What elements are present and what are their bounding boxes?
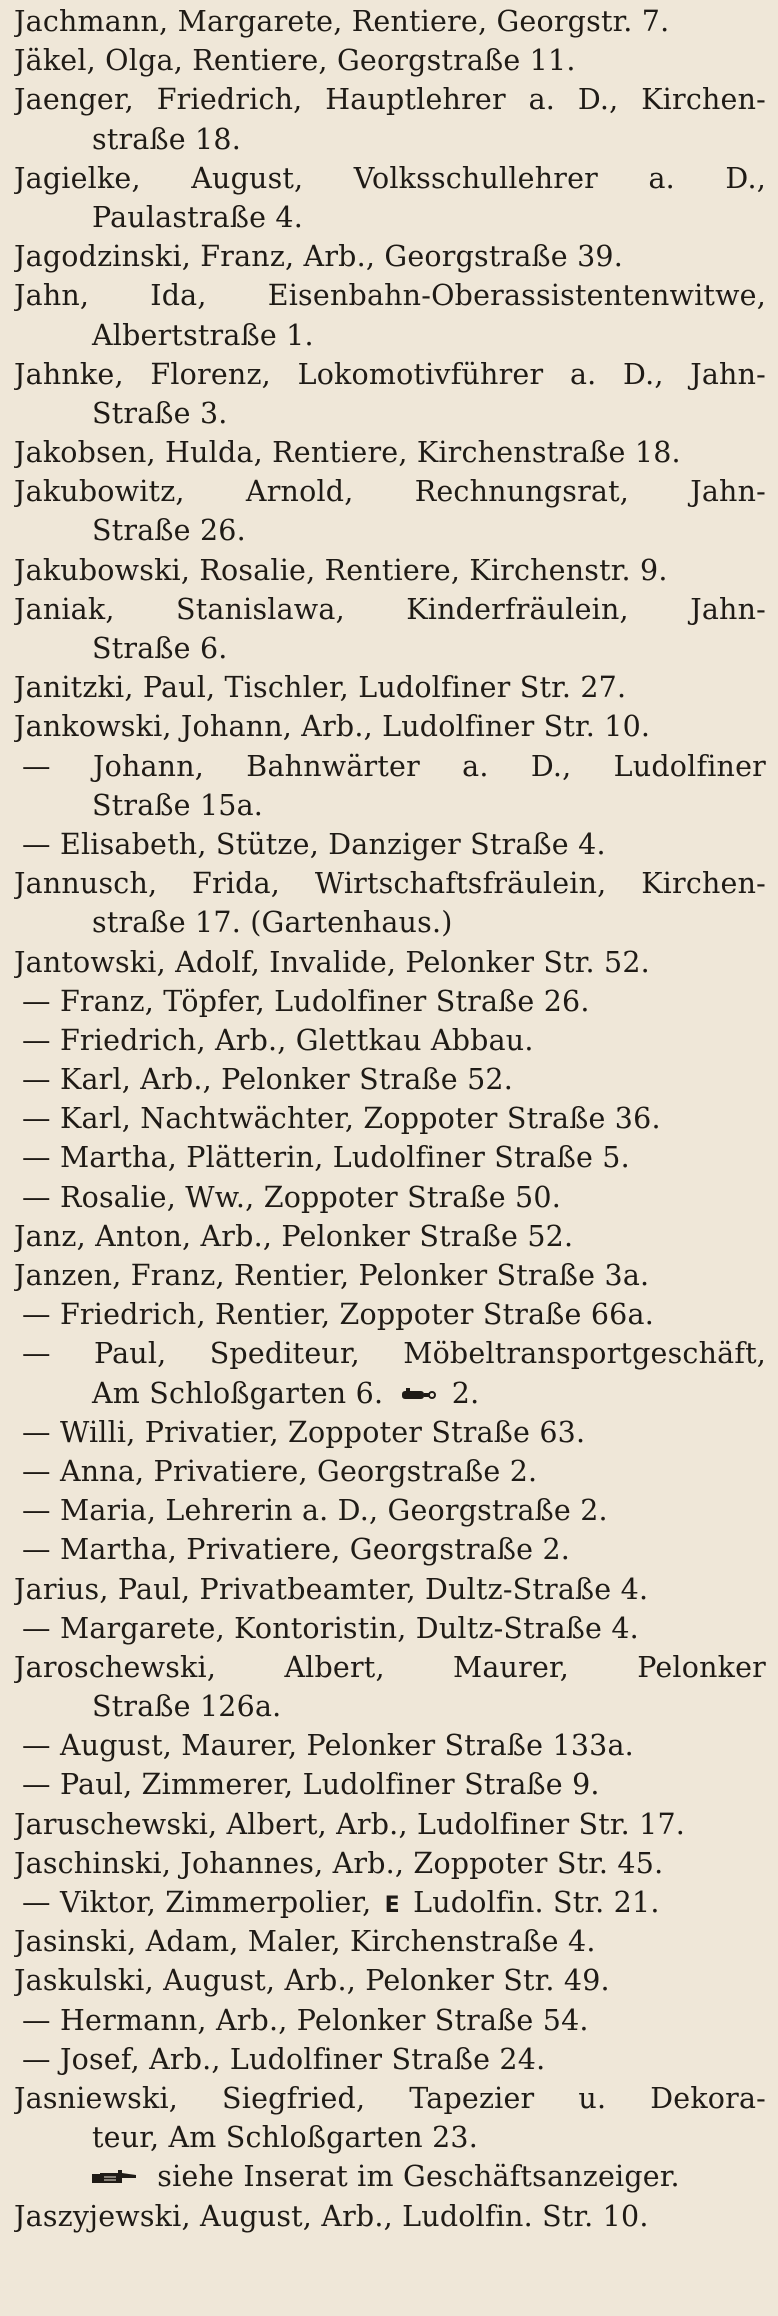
entry-line: — Friedrich, Arb., Glettkau Abbau. [22,1023,534,1057]
list-item [14,41,766,80]
entry-continuation: Albertstraße 1. [92,318,314,352]
list-item [14,1922,766,1961]
entry-line: Jasinski, Adam, Maler, Kirchenstraße 4. [14,1925,596,1959]
list-item [14,1295,766,1334]
entry-line: Jagodzinski, Franz, Arb., Georgstraße 39. [14,240,624,274]
entry-continuation: Straße 26. [92,514,246,548]
entry-line: Jannusch, Frida, Wirtschaftsfräulein, Kirchen- [14,867,766,901]
list-item [14,2040,766,2079]
list-item [14,433,766,472]
entry-line: Jahn, Ida, Eisenbahn-Oberassistentenwitwe, [14,279,766,313]
list-item [14,590,766,668]
entry-continuation: teur, Am Schloßgarten 23. [92,2121,479,2155]
telephone-icon [400,1375,436,1412]
list-item [14,1491,766,1530]
list-item [14,1883,766,1922]
list-item [14,355,766,433]
advertisement-note [14,2157,766,2196]
entry-line: — Karl, Nachtwächter, Zoppoter Straße 36. [22,1102,661,1136]
entry-line [14,1883,766,1922]
entry-line: Jaenger, Friedrich, Hauptlehrer a. D., Kirchen- [14,83,766,117]
list-item [14,1570,766,1609]
list-item [14,2197,766,2236]
list-item [14,1138,766,1177]
list-item [14,551,766,590]
entry-line: — Josef, Arb., Ludolfiner Straße 24. [22,2042,546,2076]
entry-address: Ludolfin. Str. 21. [413,1886,660,1919]
entry-line: — Margarete, Kontoristin, Dultz-Straße 4. [22,1611,639,1645]
pointing-hand-icon [92,2159,138,2196]
entry-line: — Rosalie, Ww., Zoppoter Straße 50. [22,1180,561,1214]
list-item [14,2001,766,2040]
list-item [14,1021,766,1060]
entry-line: Jaruschewski, Albert, Arb., Ludolfiner Str. 17. [14,1807,686,1841]
list-item [14,1452,766,1491]
entry-line: — Anna, Privatiere, Georgstraße 2. [22,1454,538,1488]
list-item [14,747,766,825]
list-item [14,1648,766,1726]
list-item [14,80,766,158]
entry-line: Jagielke, August, Volksschullehrer a. D., [14,161,766,195]
entry-line: — Johann, Bahnwärter a. D., Ludolfiner [22,749,766,783]
entry-line: — Elisabeth, Stütze, Danziger Straße 4. [22,827,606,861]
entry-line: Jaroschewski, Albert, Maurer, Pelonker [14,1650,766,1684]
entry-address: Am Schloßgarten 6. [92,1376,384,1410]
entry-line: Jaskulski, August, Arb., Pelonker Str. 49. [14,1964,610,1998]
list-item [14,825,766,864]
list-item [14,1217,766,1256]
list-item [14,982,766,1021]
entry-line: Janitzki, Paul, Tischler, Ludolfiner Str. 27. [14,671,627,705]
list-item [14,943,766,982]
directory-entries [14,2,766,2236]
entry-line: — Maria, Lehrerin a. D., Georgstraße 2. [22,1494,608,1528]
entry-line: Janz, Anton, Arb., Pelonker Straße 52. [14,1219,574,1253]
entry-continuation: straße 17. (Gartenhaus.) [92,906,453,940]
entry-line: — Martha, Plätterin, Ludolfiner Straße 5. [22,1141,630,1175]
entry-line: Jakobsen, Hulda, Rentiere, Kirchenstraße 18. [14,436,681,470]
list-item [14,1334,766,1412]
entry-line: Janiak, Stanislawa, Kinderfräulein, Jahn- [14,592,766,626]
list-item [14,276,766,354]
telephone-number: 2. [451,1376,480,1410]
list-item [14,1178,766,1217]
list-item [14,1530,766,1569]
entry-line: — Friedrich, Rentier, Zoppoter Straße 66a. [22,1298,654,1332]
entry-line: Jahnke, Florenz, Lokomotivführer a. D., Jahn- [14,357,766,391]
list-item [14,1961,766,2000]
entry-continuation [14,1374,766,1413]
list-item [14,707,766,746]
list-item [14,864,766,942]
list-item [14,159,766,237]
entry-line: Jaschinski, Johannes, Arb., Zoppoter Str. 45. [14,1846,664,1880]
advertisement-text: siehe Inserat im Geschäftsanzeiger. [157,2160,680,2194]
entry-line: Jarius, Paul, Privatbeamter, Dultz-Straße 4. [14,1572,649,1606]
entry-line: Jakubowitz, Arnold, Rechnungsrat, Jahn- [14,475,766,509]
entry-line: Jaszyjewski, August, Arb., Ludolfin. Str. 10. [14,2199,649,2233]
entry-line: — Hermann, Arb., Pelonker Straße 54. [22,2003,589,2037]
entry-line: — Franz, Töpfer, Ludolfiner Straße 26. [22,984,590,1018]
entry-line: Jasniewski, Siegfried, Tapezier u. Dekora- [14,2081,766,2115]
entry-line: Jankowski, Johann, Arb., Ludolfiner Str. 10. [14,710,651,744]
list-item [14,1413,766,1452]
entry-continuation: Straße 15a. [92,788,264,822]
list-item [14,1060,766,1099]
list-item [14,2,766,41]
entry-continuation: Straße 126a. [92,1690,282,1724]
entry-line: — August, Maurer, Pelonker Straße 133a. [22,1729,634,1763]
list-item [14,1844,766,1883]
entry-continuation: Straße 3. [92,396,228,430]
entry-line: Jakubowski, Rosalie, Rentiere, Kirchenstr. 9. [14,553,668,587]
list-item [14,2079,766,2197]
list-item [14,237,766,276]
entry-line: Janzen, Franz, Rentier, Pelonker Straße 3a. [14,1259,650,1292]
list-item [14,1609,766,1648]
list-item [14,668,766,707]
entry-line: — Paul, Zimmerer, Ludolfiner Straße 9. [22,1768,600,1802]
entry-line: — Martha, Privatiere, Georgstraße 2. [22,1533,571,1567]
entry-line: Jantowski, Adolf, Invalide, Pelonker Str. 52. [14,945,650,979]
entry-continuation: Straße 6. [92,632,228,665]
list-item [14,1765,766,1804]
entry-line: — Paul, Spediteur, Möbeltransportgeschäft, [22,1337,766,1371]
list-item [14,1099,766,1138]
entry-line: — Willi, Privatier, Zoppoter Straße 63. [22,1415,586,1449]
e-symbol: E [384,1893,400,1918]
list-item [14,1726,766,1765]
entry-line: Jachmann, Margarete, Rentiere, Georgstr. 7. [14,5,670,38]
entry-continuation: straße 18. [92,122,241,156]
list-item [14,472,766,550]
entry-line: — Karl, Arb., Pelonker Straße 52. [22,1063,514,1097]
entry-line: Jäkel, Olga, Rentiere, Georgstraße 11. [14,44,576,78]
list-item [14,1256,766,1295]
entry-name: — Viktor, Zimmerpolier, [22,1886,372,1919]
list-item [14,1805,766,1844]
entry-continuation: Paulastraße 4. [92,200,303,234]
